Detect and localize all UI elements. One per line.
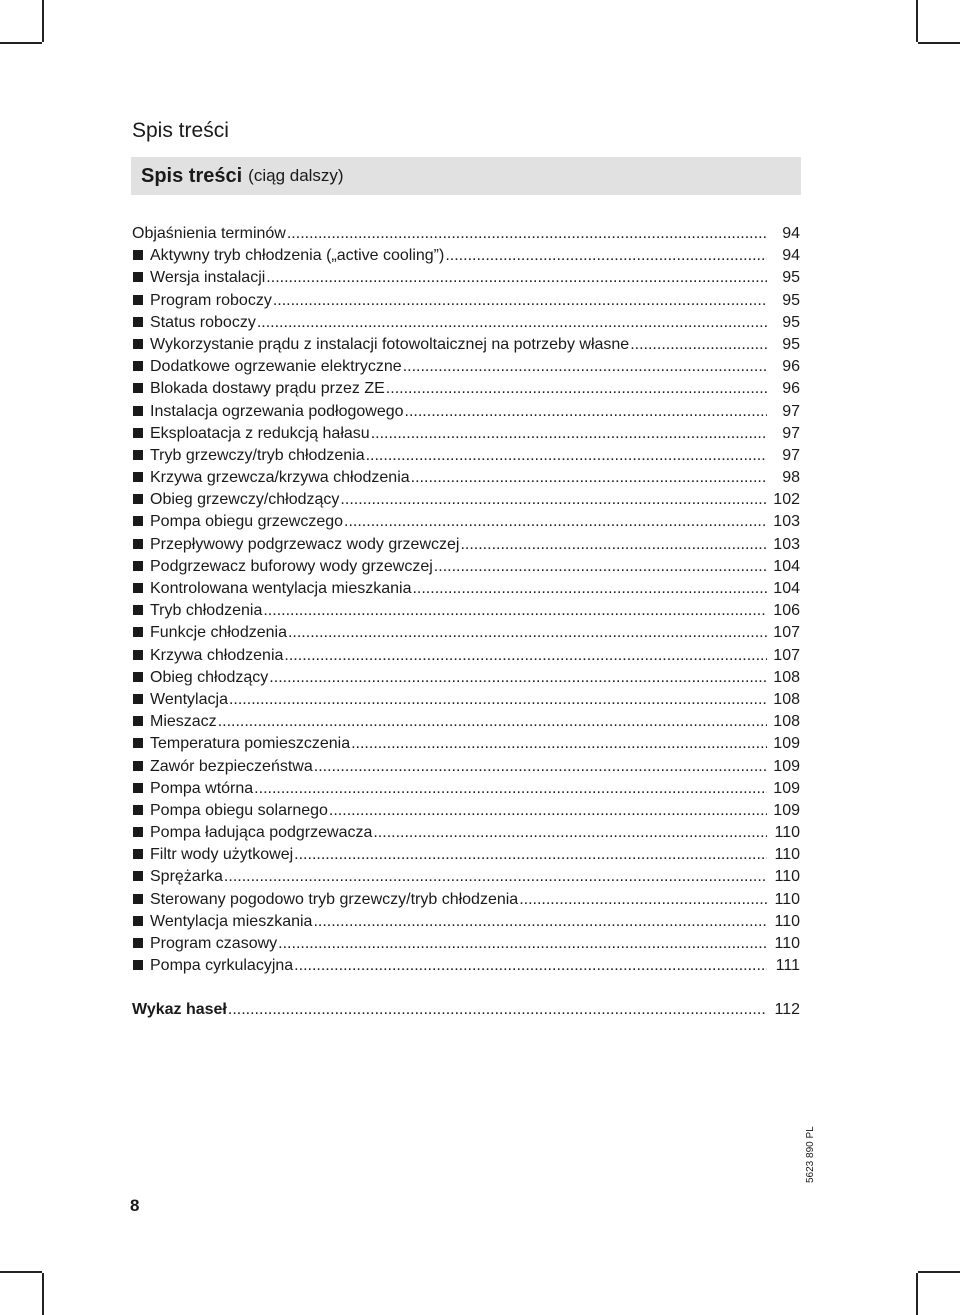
square-bullet-icon [133,672,143,682]
toc-entry-label: Eksploatacja z redukcją hałasu [150,424,370,442]
toc-entry-label: Dodatkowe ogrzewanie elektryczne [150,358,402,376]
toc-entry-text [132,423,370,445]
toc-entry-text [132,267,265,289]
banner-subtitle: (ciąg dalszy) [248,166,344,185]
toc-entry[interactable] [132,645,800,667]
toc-entry-page: 109 [773,757,800,775]
square-bullet-icon [133,317,143,327]
toc-leader-dots [412,578,767,600]
toc-entry-text [132,600,262,622]
square-bullet-icon [133,295,143,305]
toc-leader-dots [630,334,767,356]
square-bullet-icon [133,583,143,593]
square-bullet-icon [133,960,143,970]
toc-entry[interactable] [132,423,800,445]
toc-leader-dots [273,290,767,312]
square-bullet-icon [133,272,143,282]
toc-entry-page: 110 [774,824,800,842]
toc-entry-page: 109 [773,801,800,819]
toc-entry-label: Tryb chłodzenia [150,602,263,620]
toc-entry-label: Wentylacja [150,690,228,708]
toc-entry-label: Obieg grzewczy/chłodzący [150,491,340,509]
toc-entry-label: Wentylacja mieszkania [150,912,313,930]
toc-entry-text [132,445,365,467]
toc-entry-page: 108 [773,690,800,708]
toc-leader-dots [405,401,767,423]
toc-entry-text [132,800,328,822]
toc-entry-label: Podgrzewacz buforowy wody grzewczej [150,557,433,575]
toc-entry-label: Sterowany pogodowo tryb grzewczy/tryb chłodzenia [150,890,519,908]
toc-leader-dots [329,800,767,822]
toc-entry-label: Program roboczy [150,291,272,309]
toc-entry[interactable] [132,467,800,489]
toc-entry-page: 109 [773,779,800,797]
toc-leader-dots [366,445,767,467]
toc-entry[interactable] [132,356,800,378]
toc-entry-text [132,356,402,378]
toc-leader-dots [263,600,767,622]
toc-entry-page: 110 [774,890,800,908]
toc-entry-text [132,844,293,866]
toc-entry[interactable] [132,267,800,289]
toc-entry[interactable] [132,378,800,400]
toc-leader-dots [229,689,767,711]
toc-entry-page: 110 [774,935,800,952]
toc-entry-text [132,733,350,755]
square-bullet-icon [133,916,143,926]
square-bullet-icon [133,428,143,438]
toc-entry-page: 98 [782,469,800,487]
square-bullet-icon [133,494,143,504]
toc-leader-dots [287,223,767,245]
toc-entry-page: 95 [782,335,800,353]
page-title: Spis treści [132,119,229,142]
toc-entry-text [132,955,293,977]
toc-entry-label: Mieszacz [150,713,217,731]
square-bullet-icon [133,406,143,416]
toc-entry-index[interactable] [132,999,800,1021]
toc-entry-label: Filtr wody użytkowej [150,846,294,864]
toc-entry[interactable] [132,866,800,888]
toc-entry-label: Wykaz haseł [132,1001,227,1019]
table-of-contents [132,223,800,1022]
toc-entry-page: 108 [773,713,800,731]
toc-leader-dots [266,267,767,289]
square-bullet-icon [133,605,143,615]
toc-item-list [132,245,800,977]
toc-entry[interactable] [132,511,800,533]
toc-entry-text [132,578,411,600]
square-bullet-icon [133,383,143,393]
square-bullet-icon [133,938,143,948]
toc-entry-text [132,245,444,267]
square-bullet-icon [133,339,143,349]
toc-entry-page: 95 [782,269,800,287]
toc-leader-dots [288,622,767,644]
toc-entry[interactable] [132,334,800,356]
toc-entry-page: 103 [773,513,800,531]
square-bullet-icon [133,250,143,260]
toc-entry-text [132,822,372,844]
toc-entry-text [132,645,283,667]
toc-leader-dots [218,711,767,733]
toc-entry[interactable] [132,600,800,622]
toc-leader-dots [294,844,767,866]
toc-entry-label: Kontrolowana wentylacja mieszkania [150,580,412,597]
toc-leader-dots [284,645,767,667]
toc-leader-dots [371,423,767,445]
toc-leader-dots [269,667,767,689]
toc-leader-dots [254,778,767,800]
toc-entry-text [132,689,228,711]
toc-entry-label: Krzywa chłodzenia [150,646,284,664]
toc-entry-text [132,312,256,334]
toc-entry[interactable] [132,933,800,955]
toc-entry-text [132,511,343,533]
toc-leader-dots [445,245,767,267]
toc-leader-dots [294,955,767,977]
toc-entry[interactable] [132,489,800,511]
toc-leader-dots [373,822,767,844]
toc-entry-text [132,556,433,578]
toc-entry-text [132,866,223,888]
banner-title: Spis treści [141,164,243,187]
toc-entry[interactable] [132,800,800,822]
toc-entry-label: Status roboczy [150,313,256,331]
square-bullet-icon [133,805,143,815]
toc-entry[interactable] [132,245,800,267]
toc-entry-page: 111 [775,957,800,975]
toc-entry[interactable] [132,312,800,334]
toc-entry-page: 110 [774,868,800,886]
toc-entry-label: Pompa ładująca podgrzewacza [150,824,373,842]
toc-entry-label: Przepływowy podgrzewacz wody grzewczej [150,535,460,553]
toc-entry-label: Pompa obiegu solarnego [150,801,328,819]
toc-entry[interactable] [132,556,800,578]
toc-leader-dots [434,556,767,578]
toc-entry-page: 103 [773,535,800,553]
toc-leader-dots [224,866,767,888]
square-bullet-icon [133,849,143,859]
toc-entry-text [132,756,313,778]
toc-entry-page: 109 [773,735,800,753]
toc-entry-label: Pompa cyrkulacyjna [150,957,294,975]
toc-leader-dots [403,356,767,378]
toc-entry-page: 97 [782,424,800,442]
square-bullet-icon [133,561,143,571]
square-bullet-icon [133,871,143,881]
toc-entry-label: Aktywny tryb chłodzenia („active cooling”) [150,247,445,265]
toc-entry-page: 112 [774,1001,800,1019]
toc-entry-text [132,911,312,933]
square-bullet-icon [133,361,143,371]
square-bullet-icon [133,783,143,793]
square-bullet-icon [133,450,143,460]
toc-entry-page: 108 [773,668,800,686]
toc-entry-label: Krzywa grzewcza/krzywa chłodzenia [150,469,410,487]
toc-entry-page: 95 [782,313,800,331]
toc-entry-text [132,711,217,733]
toc-entry[interactable] [132,711,800,733]
toc-entry-label: Temperatura pomieszczenia [150,735,351,753]
square-bullet-icon [133,516,143,526]
toc-entry-label: Instalacja ogrzewania podłogowego [150,402,404,420]
toc-entry[interactable] [132,445,800,467]
toc-entry-page: 107 [773,646,800,664]
toc-entry-label: Sprężarka [150,868,223,886]
toc-entry-page: 104 [773,557,800,575]
toc-entry[interactable] [132,778,800,800]
toc-entry[interactable] [132,733,800,755]
toc-entry-label: Objaśnienia terminów [132,225,286,242]
square-bullet-icon [133,738,143,748]
toc-entry[interactable] [132,689,800,711]
toc-entry-label: Tryb grzewczy/tryb chłodzenia [150,446,365,464]
toc-leader-dots [519,889,767,911]
toc-leader-dots [460,534,767,556]
toc-entry-text [132,778,253,800]
toc-entry[interactable] [132,844,800,866]
toc-entry-label: Pompa obiegu grzewczego [150,513,344,531]
toc-entry-label: Obieg chłodzący [150,668,269,686]
toc-leader-dots [228,999,767,1021]
page-number: 8 [130,1196,140,1215]
toc-leader-dots [314,756,767,778]
toc-entry[interactable] [132,290,800,312]
toc-entry-text [132,334,629,356]
toc-entry[interactable] [132,822,800,844]
toc-entry[interactable] [132,401,800,423]
toc-entry-text [132,667,268,689]
toc-entry-page: 110 [774,846,800,864]
toc-entry-page: 94 [782,247,800,265]
toc-entry-label: Zawór bezpieczeństwa [150,757,313,775]
toc-entry[interactable] [132,622,800,644]
toc-entry-page: 97 [782,402,800,420]
toc-entry-label: Pompa wtórna [150,779,254,797]
toc-leader-dots [386,378,767,400]
toc-entry-text [132,290,272,312]
toc-entry-label: Program czasowy [150,935,278,952]
toc-entry-text [132,401,404,423]
toc-leader-dots [257,312,767,334]
square-bullet-icon [133,650,143,660]
toc-entry-page: 95 [782,291,800,309]
toc-entry-label: Funkcje chłodzenia [150,624,287,642]
toc-leader-dots [351,733,767,755]
square-bullet-icon [133,716,143,726]
toc-entry-label: Wersja instalacji [150,269,266,287]
toc-entry-text [132,378,385,400]
toc-entry[interactable] [132,911,800,933]
toc-leader-dots [313,911,767,933]
document-code: 5623 890 PL [805,1126,816,1183]
toc-entry-label: Wykorzystanie prądu z instalacji fotowoltaicznej na potrzeby własne [150,335,630,353]
toc-leader-dots [340,489,767,511]
toc-leader-dots [344,511,767,533]
toc-leader-dots [278,933,767,955]
section-banner [131,157,801,195]
toc-entry-text [132,933,277,955]
square-bullet-icon [133,472,143,482]
square-bullet-icon [133,539,143,549]
toc-leader-dots [411,467,767,489]
toc-entry-text [132,489,339,511]
toc-entry[interactable] [132,955,800,977]
toc-entry[interactable] [132,534,800,556]
square-bullet-icon [133,627,143,637]
toc-entry-page: 97 [782,446,800,464]
toc-entry-top[interactable] [132,223,800,245]
square-bullet-icon [133,761,143,771]
toc-entry-page: 107 [773,624,800,642]
toc-entry-page: 106 [773,602,800,620]
toc-entry-page: 94 [782,225,800,242]
toc-entry[interactable] [132,756,800,778]
toc-entry-page: 96 [782,358,800,376]
square-bullet-icon [133,894,143,904]
square-bullet-icon [133,694,143,704]
toc-entry-label: Blokada dostawy prądu przez ZE [150,380,385,398]
toc-entry-text [132,467,410,489]
square-bullet-icon [133,827,143,837]
toc-entry-page: 96 [782,380,800,398]
toc-entry[interactable] [132,889,800,911]
toc-entry[interactable] [132,578,800,600]
toc-entry-page: 110 [774,912,800,930]
toc-entry[interactable] [132,667,800,689]
toc-entry-text [132,622,287,644]
toc-entry-text [132,534,459,556]
toc-entry-page: 104 [773,580,800,597]
toc-entry-page: 102 [773,491,800,509]
toc-entry-text [132,889,518,911]
